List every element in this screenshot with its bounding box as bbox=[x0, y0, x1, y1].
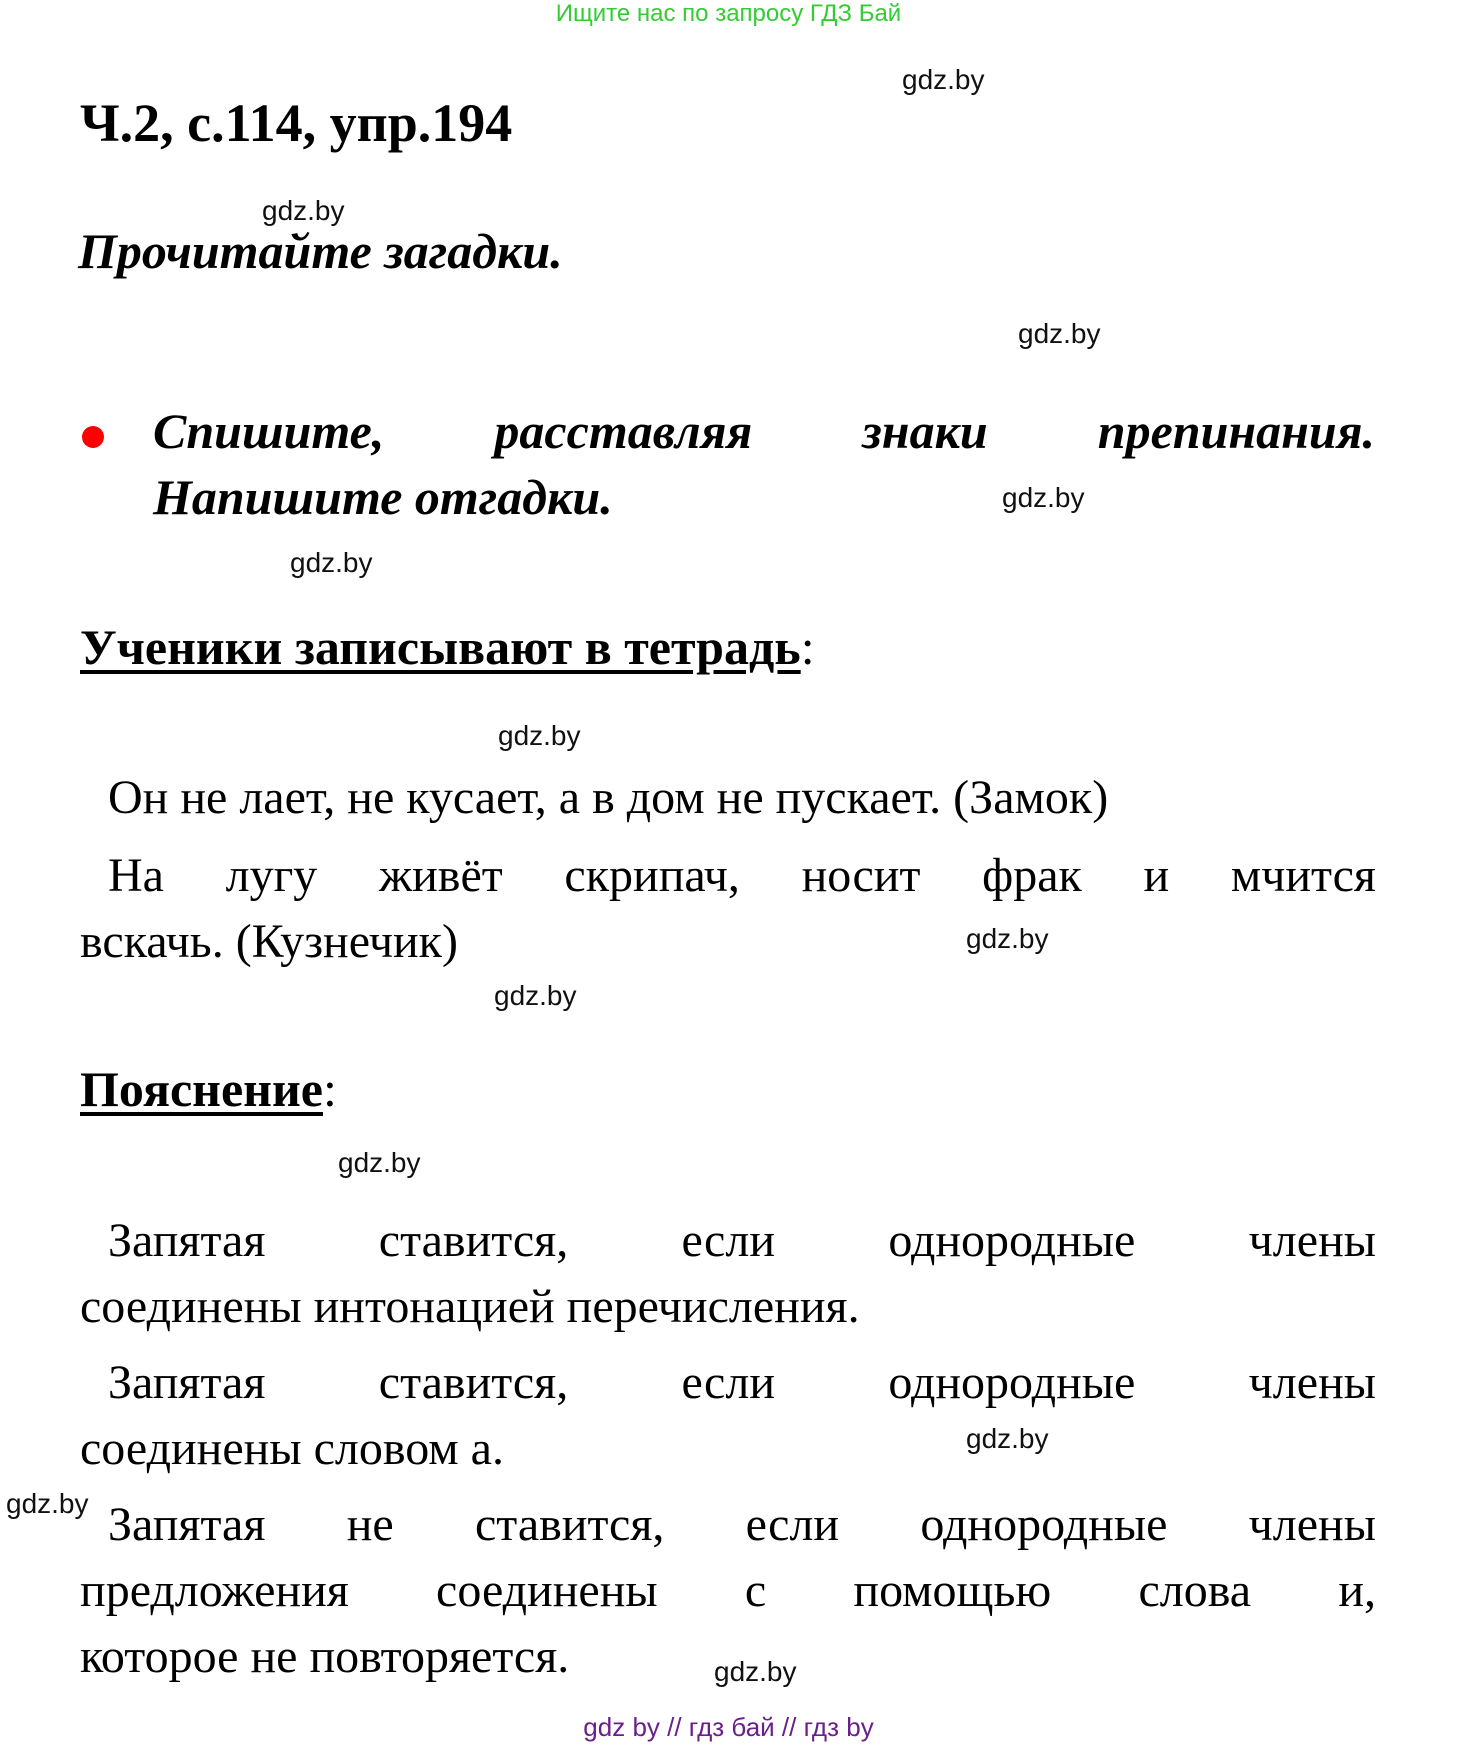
task-copy bbox=[153, 398, 1375, 530]
search-banner: Ищите нас по запросу ГДЗ Бай bbox=[555, 0, 902, 27]
section-students-label: Ученики записывают в тетрадь bbox=[80, 619, 801, 675]
riddle-2-line1: На лугу живёт скрипач, носит фрак и мчится bbox=[108, 849, 1376, 902]
section-explanation-colon: : bbox=[323, 1061, 337, 1117]
watermark: gdz.by bbox=[494, 980, 577, 1011]
watermark: gdz.by bbox=[902, 64, 985, 95]
rule-2-line1: Запятая ставится, если однородные члены bbox=[108, 1356, 1376, 1409]
footer-links: gdz by // гдз бай // гдз by bbox=[583, 1712, 874, 1742]
rule-2-line2: соединены словом а. bbox=[80, 1422, 504, 1475]
task-copy-line1: Спишите, расставляя знаки препинания. bbox=[153, 403, 1375, 459]
watermark: gdz.by bbox=[1018, 318, 1101, 349]
watermark: gdz.by bbox=[6, 1488, 89, 1519]
rule-1-line2: соединены интонацией перечисления. bbox=[80, 1280, 860, 1333]
rule-1 bbox=[80, 1208, 1376, 1340]
rule-2 bbox=[80, 1350, 1376, 1482]
watermark: gdz.by bbox=[290, 547, 373, 578]
watermark: gdz.by bbox=[338, 1147, 421, 1178]
riddle-2 bbox=[80, 843, 1376, 975]
rule-3-line1: Запятая не ставится, если однородные члены bbox=[108, 1498, 1376, 1551]
bullet-icon bbox=[82, 426, 104, 448]
section-students-heading bbox=[80, 618, 815, 676]
task-read: Прочитайте загадки. bbox=[78, 223, 563, 279]
section-explanation-label: Пояснение bbox=[80, 1061, 323, 1117]
watermark: gdz.by bbox=[966, 1423, 1049, 1454]
watermark: gdz.by bbox=[498, 720, 581, 751]
rule-3-line2: предложения соединены с помощью слова и, bbox=[80, 1564, 1376, 1617]
watermark: gdz.by bbox=[966, 923, 1049, 954]
rule-3-line3: которое не повторяется. bbox=[80, 1630, 570, 1683]
page-title: Ч.2, с.114, упр.194 bbox=[80, 93, 513, 153]
rule-1-line1: Запятая ставится, если однородные члены bbox=[108, 1214, 1376, 1267]
watermark: gdz.by bbox=[262, 195, 345, 226]
section-students-colon: : bbox=[800, 619, 815, 675]
task-copy-line2: Напишите отгадки. bbox=[153, 469, 613, 525]
watermark: gdz.by bbox=[1002, 482, 1085, 513]
section-explanation-heading bbox=[80, 1060, 337, 1118]
watermark: gdz.by bbox=[714, 1656, 797, 1687]
riddle-2-line2: вскачь. (Кузнечик) bbox=[80, 915, 458, 968]
riddle-1: Он не лает, не кусает, а в дом не пускает. (Замок) bbox=[108, 771, 1109, 824]
